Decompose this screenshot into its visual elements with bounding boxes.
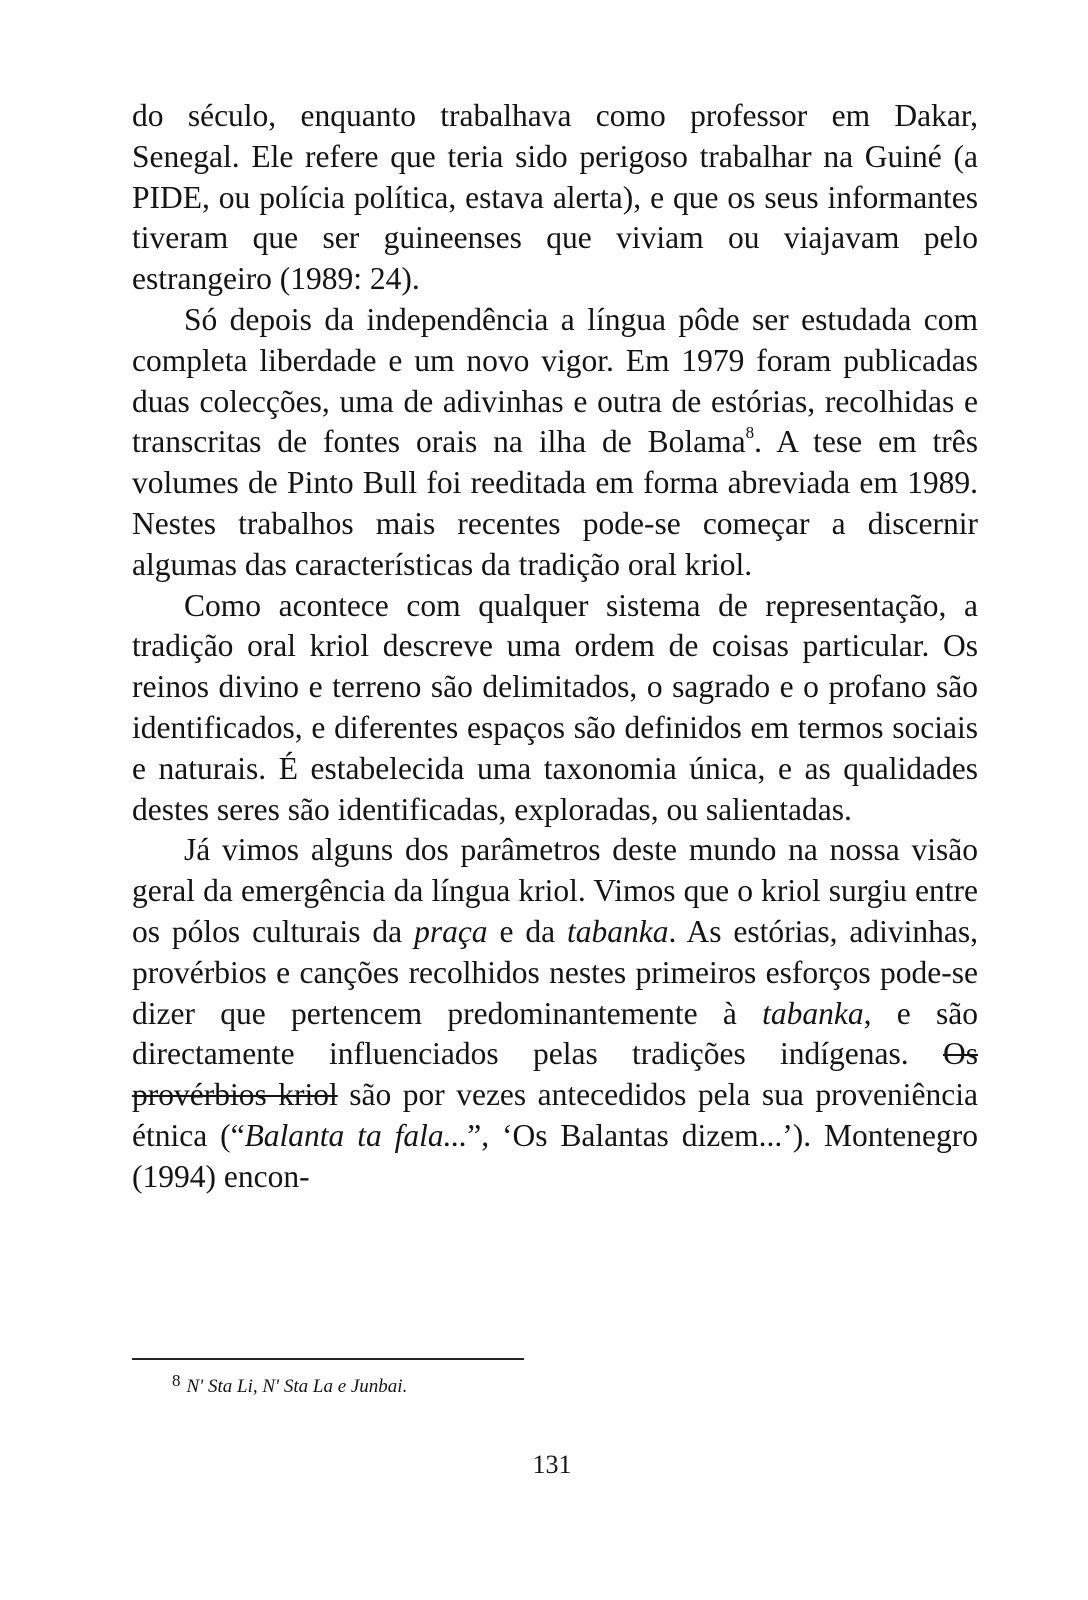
paragraph-4 [132, 830, 978, 1197]
italic-term-praca: praça [414, 913, 488, 949]
paragraph-4-text-b: e da [487, 913, 567, 949]
page-number: 131 [532, 1450, 572, 1479]
paragraph-3-text: Como acontece com qualquer sistema de representação, a tradição oral kriol descreve uma ordem de coisas particular. Os reinos divino e terreno são delimitados, o sagrado e o profano são identificados, e diferentes espaços são definidos em termos sociais e naturais. É estabelecida uma taxonomia única, e as qualidades destes seres são identificadas, exploradas, ou salientadas. [132, 587, 978, 827]
footnote-reference: 8 [745, 423, 755, 443]
paragraph-2-text-b: . A tese em três volumes de Pinto Bull foi reeditada em forma abreviada em 1989. Nestes trabalhos mais recentes pode-se começar a discernir algumas das características da tradição oral kriol. [132, 424, 979, 582]
body-text [132, 96, 978, 1198]
footnote-text: N' Sta Li, N' Sta La e Junbai. [186, 1376, 408, 1397]
italic-quote-balanta: Balanta ta fala... [244, 1117, 468, 1153]
italic-term-tabanka: tabanka [566, 913, 669, 949]
paragraph-4-text-f: ”, ‘Os Balantas dizem...’). Montenegro (1994) encon- [132, 1117, 978, 1194]
paragraph-1-text: do século, enquanto trabalhava como professor em Dakar, Senegal. Ele refere que teria sido perigoso trabalhar na Guiné (a PIDE, ou polícia política, estava alerta), e que os seus informantes tiveram que ser guineenses que viviam ou viajavam pelo estrangeiro (1989: 24). [132, 98, 978, 297]
footnote [172, 1371, 408, 1400]
italic-term-tabanka-2: tabanka [762, 995, 864, 1031]
footnote-divider [132, 1358, 524, 1360]
footnote-marker: 8 [172, 1371, 181, 1390]
paragraph-1 [132, 96, 978, 300]
struck-through-text: Os provérbios kriol [132, 1036, 978, 1113]
paragraph-4-text-e: são por vezes antecedidos pela sua proveniência étnica (“ [132, 1077, 978, 1153]
paragraph-4-text-a: Já vimos alguns dos parâmetros deste mundo na nossa visão geral da emergência da língua kriol. Vimos que o kriol surgiu entre os pólos culturais da [132, 832, 978, 949]
paragraph-2-text-a: Só depois da independência a língua pôde ser estudada com completa liberdade e um novo vigor. Em 1979 foram publicadas duas colecções, uma de adivinhas e outra de estórias, recolhidas e transcritas de fontes orais na ilha de Bolama [132, 301, 978, 460]
paragraph-4-text-d: , e são directamente influenciados pelas tradições indígenas. [132, 995, 978, 1072]
paragraph-2 [132, 300, 978, 586]
paragraph-4-text-c: . As estórias, adivinhas, provérbios e canções recolhidos nestes primeiros esforços pode-se dizer que pertencem predominantemente à [132, 913, 979, 1031]
paragraph-3 [132, 586, 978, 831]
